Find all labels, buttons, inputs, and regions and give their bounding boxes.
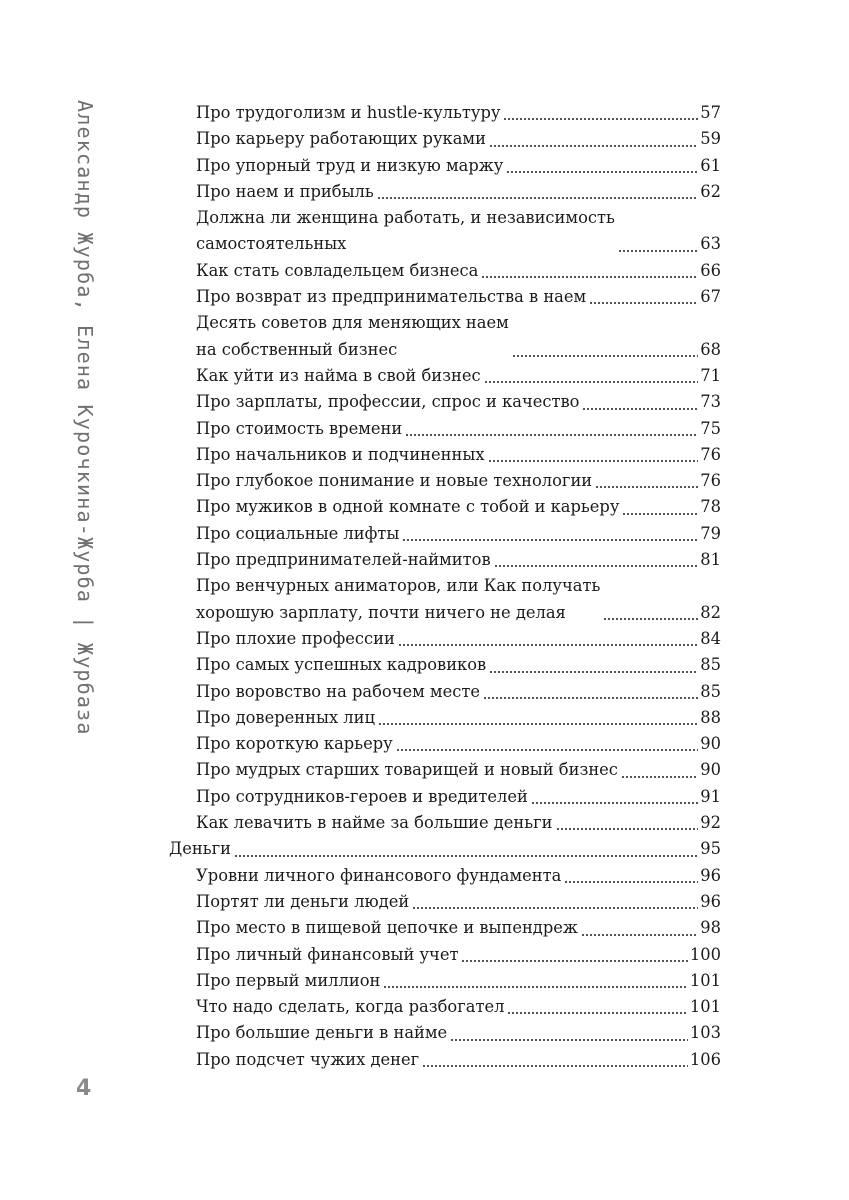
toc-entry-title: Про возврат из предпринимательства в наем <box>196 287 587 307</box>
toc-entry-title: Десять советов для меняющих наем на собственный бизнес <box>196 313 509 359</box>
dot-leader <box>512 344 698 358</box>
toc-entry-title: Как стать совладельцем бизнеса <box>196 260 479 280</box>
dot-leader <box>603 607 698 621</box>
toc-entry-title: Про мужиков в одной комнате с тобой и карьеру <box>196 497 620 517</box>
toc-entry-page: 98 <box>700 918 721 938</box>
toc-entry <box>169 889 721 915</box>
toc-entry-title: Про упорный труд и низкую маржу <box>196 155 504 175</box>
toc-entry-title: Про сотрудников-героев и вредителей <box>196 786 528 806</box>
toc-entry-page: 82 <box>700 602 721 622</box>
toc-entry <box>169 468 721 494</box>
toc-entry-page: 57 <box>700 103 721 122</box>
toc-entry <box>169 416 721 442</box>
toc-entry-page: 73 <box>700 392 721 412</box>
toc-entry-title: Про предпринимателей-наймитов <box>196 550 491 570</box>
toc-entry <box>169 442 721 468</box>
dot-leader <box>461 949 687 963</box>
toc-entry-page: 67 <box>700 287 721 307</box>
toc-entry-page: 88 <box>700 707 721 727</box>
dot-leader <box>488 449 699 463</box>
dot-leader <box>531 791 698 805</box>
toc-entry <box>169 942 721 968</box>
toc-entry-page: 106 <box>689 1049 721 1069</box>
toc-entry-page: 95 <box>700 839 721 859</box>
dot-leader <box>556 817 699 831</box>
toc-entry <box>169 968 721 994</box>
toc-entry <box>169 258 721 284</box>
toc-entry-title: Как уйти из найма в свой бизнес <box>196 365 481 385</box>
toc-entry-page: 59 <box>700 129 721 149</box>
dot-leader <box>507 1001 687 1015</box>
toc-entry <box>169 284 721 310</box>
dot-leader <box>484 370 699 384</box>
toc-entry-title: Про самых успешных кадровиков <box>196 655 487 675</box>
toc-entry-title: Про карьеру работающих руками <box>196 129 486 149</box>
toc-entry <box>169 547 721 573</box>
toc-entry-title: Про подсчет чужих денег <box>196 1049 420 1069</box>
toc-entry <box>169 810 721 836</box>
toc-entry-page: 96 <box>700 865 721 885</box>
toc-entry-page: 90 <box>700 734 721 754</box>
toc-entry <box>169 310 721 363</box>
dot-leader <box>398 633 698 647</box>
dot-leader <box>377 186 699 200</box>
toc-entry <box>169 126 721 152</box>
toc-entry <box>169 705 721 731</box>
toc-entry <box>169 100 721 126</box>
dot-leader <box>483 686 698 700</box>
dot-leader <box>494 554 699 568</box>
toc-entry-title: Должна ли женщина работать, и независимость самостоятельных <box>196 208 615 254</box>
toc-entry-page: 75 <box>700 418 721 438</box>
toc-entry-title: Про большие деньги в найме <box>196 1023 448 1043</box>
toc-entry-title: Про личный финансовый учет <box>196 944 459 964</box>
toc-entry-page: 101 <box>689 970 721 990</box>
toc-entry <box>169 1020 721 1046</box>
toc-section <box>169 836 721 862</box>
dot-leader <box>481 265 698 279</box>
dot-leader <box>234 844 698 858</box>
toc-entry-title: Про место в пищевой цепочке и выпендреж <box>196 918 578 938</box>
toc-entry <box>169 626 721 652</box>
toc-entry <box>169 153 721 179</box>
toc-entry-page: 85 <box>700 681 721 701</box>
toc-entry-title: Про доверенных лиц <box>196 707 375 727</box>
dot-leader <box>412 896 698 910</box>
toc-entry-title: Про глубокое понимание и новые технологии <box>196 471 593 491</box>
dot-leader <box>622 502 698 516</box>
dot-leader <box>503 107 698 121</box>
toc-entry <box>169 363 721 389</box>
toc-entry-page: 61 <box>700 155 721 175</box>
toc-entry-page: 101 <box>689 997 721 1017</box>
toc-entry-title: Про венчурных аниматоров, или Как получать хорошую зарплату, почти ничего не делая <box>196 576 601 622</box>
toc-entry-page: 66 <box>700 260 721 280</box>
toc-entry-title: Про мудрых старших товарищей и новый бизнес <box>196 760 618 780</box>
toc-entry-page: 62 <box>700 181 721 201</box>
dot-leader <box>450 1028 688 1042</box>
toc-entry <box>169 915 721 941</box>
dot-leader <box>589 291 698 305</box>
toc-entry-page: 85 <box>700 655 721 675</box>
running-header-text: Александр Журба, Елена Курочкина-Журба | Журбаза <box>73 100 97 736</box>
dot-leader <box>595 475 698 489</box>
toc-entry-title: Про социальные лифты <box>196 523 400 543</box>
toc-entry-title: Как левачить в найме за большие деньги <box>196 813 553 833</box>
toc-entry <box>169 757 721 783</box>
toc-entry-page: 78 <box>700 497 721 517</box>
toc-entry-title: Про зарплаты, профессии, спрос и качество <box>196 392 580 412</box>
toc-entry <box>169 573 721 626</box>
dot-leader <box>396 738 699 752</box>
toc-entry-title: Про стоимость времени <box>196 418 403 438</box>
toc-entry <box>169 784 721 810</box>
toc-entry-title: Про наем и прибыль <box>196 181 374 201</box>
dot-leader <box>489 134 698 148</box>
page-number: 4 <box>76 1076 92 1101</box>
toc-entry-page: 81 <box>700 550 721 570</box>
toc-entry <box>169 731 721 757</box>
toc-entry <box>169 1047 721 1073</box>
toc-entry-page: 96 <box>700 891 721 911</box>
toc-entry-title: Уровни личного финансового фундамента <box>196 865 562 885</box>
toc-entry-page: 91 <box>700 786 721 806</box>
toc-entry <box>169 679 721 705</box>
dot-leader <box>581 923 698 937</box>
toc-entry <box>169 389 721 415</box>
toc-entry <box>169 994 721 1020</box>
toc-entry-page: 100 <box>689 944 721 964</box>
dot-leader <box>506 160 698 174</box>
dot-leader <box>405 423 698 437</box>
toc-entry-title: Что надо сделать, когда разбогател <box>196 997 505 1017</box>
toc-entry-title: Про воровство на рабочем месте <box>196 681 480 701</box>
dot-leader <box>378 712 698 726</box>
toc-entry-page: 68 <box>700 339 721 359</box>
toc-entry-title: Деньги <box>169 839 231 859</box>
toc-entry <box>169 179 721 205</box>
toc-entry <box>169 205 721 258</box>
toc-entry-title: Портят ли деньги людей <box>196 891 410 911</box>
toc-entry-title: Про трудоголизм и hustle-культуру <box>196 103 501 122</box>
dot-leader <box>422 1054 688 1068</box>
toc-entry-title: Про начальников и подчиненных <box>196 444 485 464</box>
dot-leader <box>383 975 688 989</box>
dot-leader <box>618 239 698 253</box>
toc-entry-page: 76 <box>700 444 721 464</box>
dot-leader <box>564 870 698 884</box>
toc-entry-title: Про плохие профессии <box>196 628 395 648</box>
running-header <box>70 100 100 740</box>
toc-entry-page: 71 <box>700 365 721 385</box>
toc-entry-page: 103 <box>689 1023 721 1043</box>
toc-entry-page: 79 <box>700 523 721 543</box>
dot-leader <box>582 397 698 411</box>
toc-entry <box>169 494 721 520</box>
toc-entry-page: 76 <box>700 471 721 491</box>
table-of-contents <box>169 100 721 1073</box>
dot-leader <box>402 528 698 542</box>
toc-entry-title: Про короткую карьеру <box>196 734 393 754</box>
toc-entry <box>169 863 721 889</box>
toc-entry-page: 92 <box>700 813 721 833</box>
toc-entry-title: Про первый миллион <box>196 970 381 990</box>
dot-leader <box>621 765 698 779</box>
toc-entry-page: 90 <box>700 760 721 780</box>
toc-entry-page: 63 <box>700 234 721 254</box>
toc-entry <box>169 521 721 547</box>
dot-leader <box>489 660 698 674</box>
toc-entry <box>169 652 721 678</box>
toc-entry-page: 84 <box>700 628 721 648</box>
